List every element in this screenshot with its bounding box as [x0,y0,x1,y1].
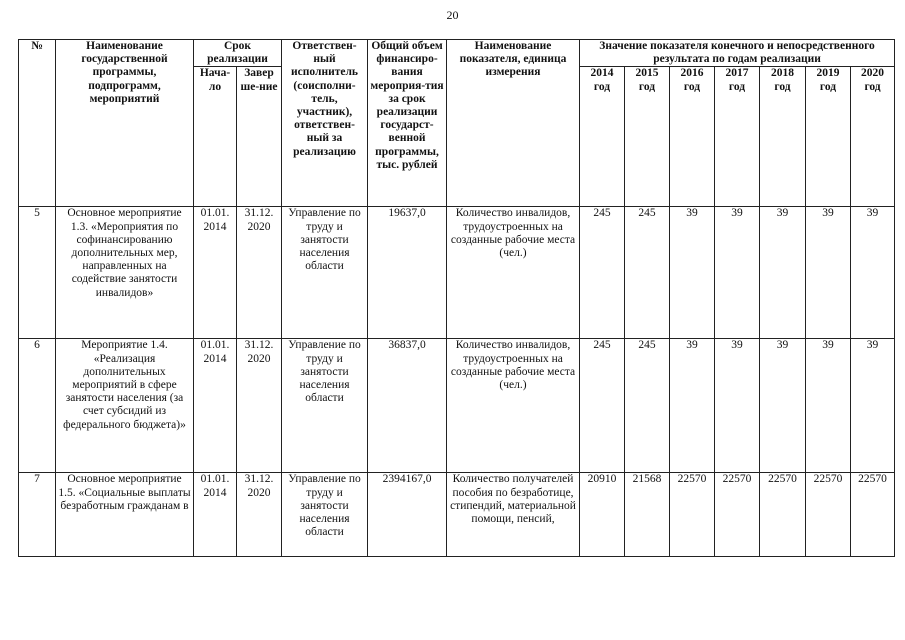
row-value: 39 [806,339,851,473]
row-executor: Управление по труду и занятости населения области [282,207,368,339]
header-period: Срок реализации [194,40,282,67]
row-value: 39 [670,207,715,339]
row-executor: Управление по труду и занятости населения области [282,473,368,557]
row-end: 31.12. 2020 [237,207,282,339]
header-end: Завер ше-ние [237,67,282,207]
row-value: 245 [580,339,625,473]
row-value: 22570 [851,473,895,557]
row-value: 39 [715,207,760,339]
table-row [19,207,895,339]
row-end: 31.12. 2020 [237,473,282,557]
row-funding: 36837,0 [368,339,447,473]
row-value: 245 [625,339,670,473]
row-value: 245 [625,207,670,339]
header-executor: Ответствен-ный исполнитель (соисполни-тель, участник), ответствен-ный за реализацию [282,40,368,207]
header-year: 2016 год [670,67,715,207]
row-end: 31.12. 2020 [237,339,282,473]
table-row [19,339,895,473]
header-year: 2018 год [760,67,806,207]
program-table [18,39,895,557]
header-year: 2019 год [806,67,851,207]
row-funding: 19637,0 [368,207,447,339]
header-year: 2017 год [715,67,760,207]
header-year: 2015 год [625,67,670,207]
page-number: 20 [446,8,459,22]
header-values-group: Значение показателя конечного и непосредственного результата по годам реализации [580,40,895,67]
row-indicator: Количество инвалидов, трудоустроенных на созданные рабочие места (чел.) [447,339,580,473]
row-indicator: Количество получателей пособия по безработице, стипендий, материальной помощи, пенсий, [447,473,580,557]
row-executor: Управление по труду и занятости населения области [282,339,368,473]
row-value: 22570 [670,473,715,557]
row-funding: 2394167,0 [368,473,447,557]
row-value: 22570 [715,473,760,557]
header-program: Наименование государственной программы, подпрограмм, мероприятий [56,40,194,207]
row-value: 39 [760,207,806,339]
row-value: 22570 [760,473,806,557]
row-start: 01.01. 2014 [194,207,237,339]
row-program: Основное мероприятие 1.5. «Социальные выплаты безработным гражданам в [56,473,194,557]
row-value: 245 [580,207,625,339]
row-program: Основное мероприятие 1.3. «Мероприятия по софинансированию дополнительных мер, направленных на содействие занятости инвалидов» [56,207,194,339]
row-indicator: Количество инвалидов, трудоустроенных на созданные рабочие места (чел.) [447,207,580,339]
header-num: № [19,40,56,207]
row-num: 5 [19,207,56,339]
row-value: 39 [715,339,760,473]
header-year: 2014 год [580,67,625,207]
row-start: 01.01. 2014 [194,473,237,557]
row-value: 22570 [806,473,851,557]
header-start: Нача-ло [194,67,237,207]
row-value: 39 [670,339,715,473]
row-value: 39 [851,207,895,339]
header-funding: Общий объем финансиро-вания мероприя-тия за срок реализации государст-венной программы, тыс. рублей [368,40,447,207]
row-value: 39 [760,339,806,473]
row-num: 6 [19,339,56,473]
table-row [19,473,895,557]
row-value: 20910 [580,473,625,557]
row-start: 01.01. 2014 [194,339,237,473]
row-program: Мероприятие 1.4. «Реализация дополнительных мероприятий в сфере занятости населения (за счет субсидий из федерального бюджета)» [56,339,194,473]
row-value: 21568 [625,473,670,557]
header-year: 2020 год [851,67,895,207]
header-indicator: Наименование показателя, единица измерения [447,40,580,207]
row-value: 39 [806,207,851,339]
row-num: 7 [19,473,56,557]
row-value: 39 [851,339,895,473]
